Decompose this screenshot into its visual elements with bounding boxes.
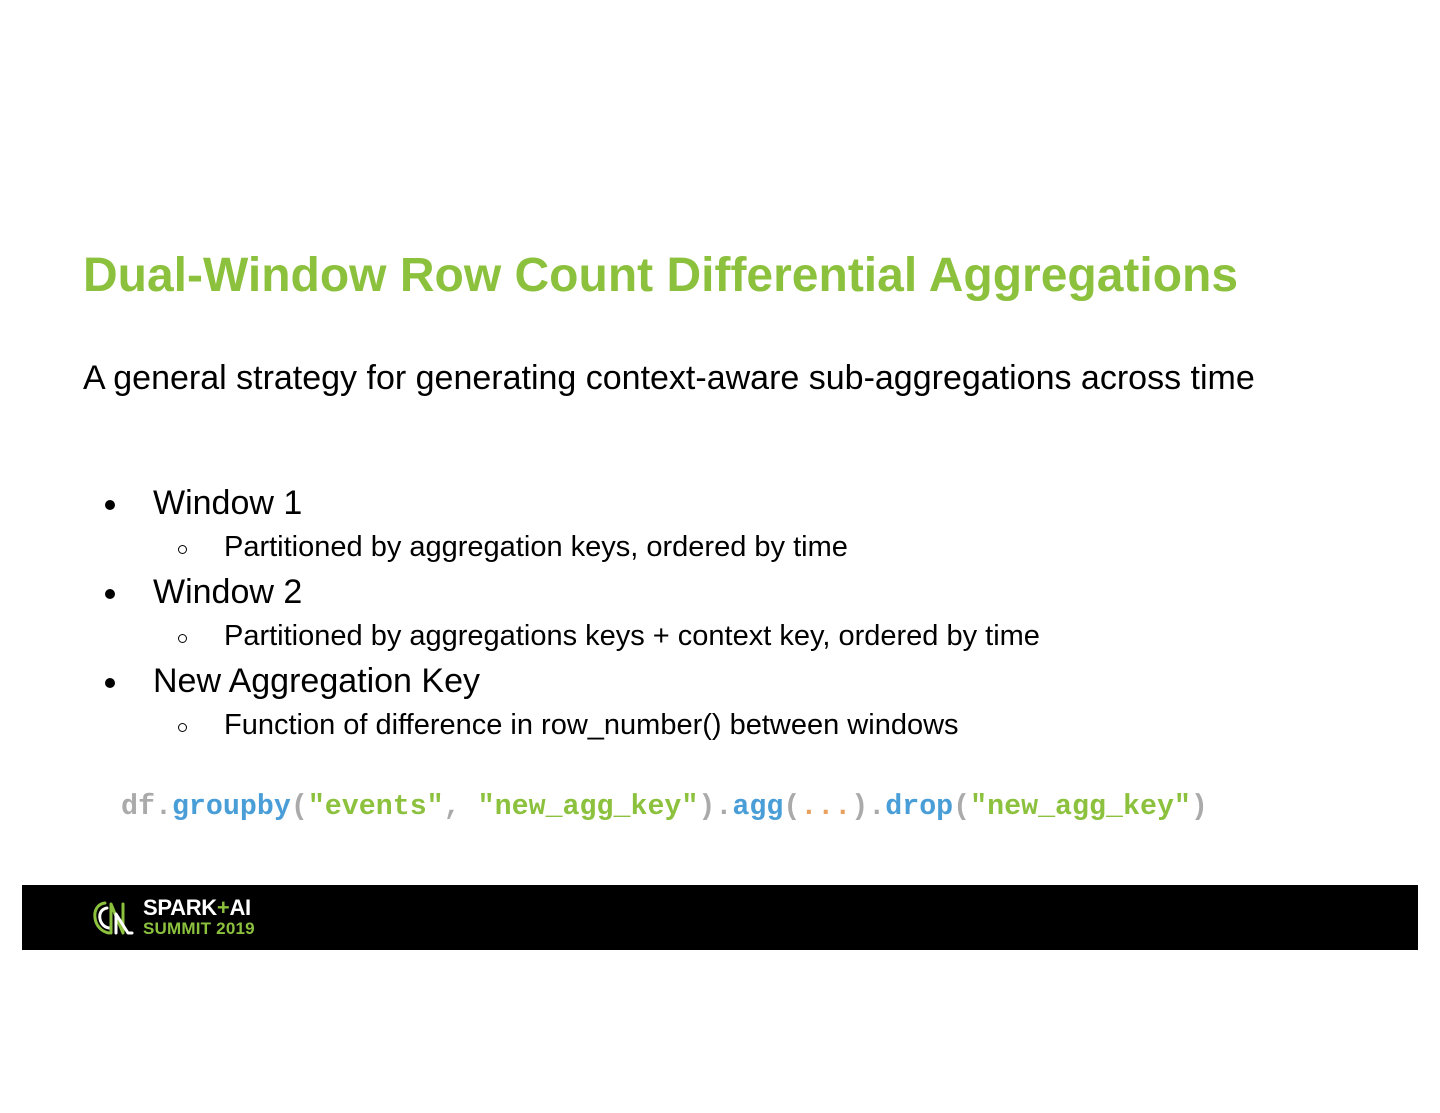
code-token: drop	[885, 791, 954, 823]
sub-bullet-text: Partitioned by aggregations keys + context key, ordered by time	[224, 620, 1040, 652]
code-token: agg	[732, 791, 784, 823]
bullet-label: Window 1	[153, 484, 303, 522]
code-token: ,	[443, 791, 478, 823]
logo-ai-text: AI	[229, 895, 251, 920]
bullet-new-aggregation-key	[83, 659, 1040, 748]
sub-bullet-text: Partitioned by aggregation keys, ordered by time	[224, 531, 848, 563]
logo-wordmark-top	[143, 896, 251, 920]
code-token: ...	[800, 791, 852, 823]
bullet-dot-icon	[105, 500, 115, 510]
bullet-label: Window 2	[153, 573, 303, 611]
logo-plus-text: +	[216, 895, 230, 920]
code-token: "new_agg_key"	[970, 791, 1191, 823]
code-token: ).	[698, 791, 733, 823]
intro-text: A general strategy for generating context-aware sub-aggregations across time	[83, 359, 1255, 397]
code-token: )	[1190, 791, 1208, 823]
sub-bullet-circle-icon	[178, 723, 187, 732]
code-snippet	[121, 785, 1208, 829]
spark-ai-summit-logo-icon	[92, 897, 138, 939]
bullet-window-2	[83, 570, 1040, 659]
code-token: df.	[121, 791, 172, 823]
bullet-dot-icon	[105, 589, 115, 599]
bullet-list	[83, 481, 1040, 748]
code-token: "new_agg_key"	[477, 791, 699, 823]
code-token: "events"	[307, 791, 444, 823]
slide-title: Dual-Window Row Count Differential Aggregations	[83, 249, 1239, 302]
footer-bar	[22, 885, 1418, 950]
code-token: (	[953, 791, 971, 823]
sub-bullet-circle-icon	[178, 634, 187, 643]
bullet-main	[83, 570, 1040, 614]
code-token: (	[783, 791, 801, 823]
code-token: (	[290, 791, 308, 823]
sub-bullet	[83, 614, 1040, 659]
sub-bullet	[83, 703, 1040, 748]
sub-bullet	[83, 525, 1040, 570]
logo-wordmark-bottom: SUMMIT 2019	[143, 919, 255, 938]
sub-bullet-text: Function of difference in row_number() between windows	[224, 709, 959, 741]
bullet-label: New Aggregation Key	[153, 662, 480, 700]
logo-spark-text: SPARK	[143, 895, 217, 920]
code-token: groupby	[171, 791, 291, 823]
code-token: ).	[851, 791, 886, 823]
bullet-dot-icon	[105, 678, 115, 688]
sub-bullet-circle-icon	[178, 545, 187, 554]
bullet-main	[83, 659, 1040, 703]
bullet-main	[83, 481, 1040, 525]
bullet-window-1	[83, 481, 1040, 570]
